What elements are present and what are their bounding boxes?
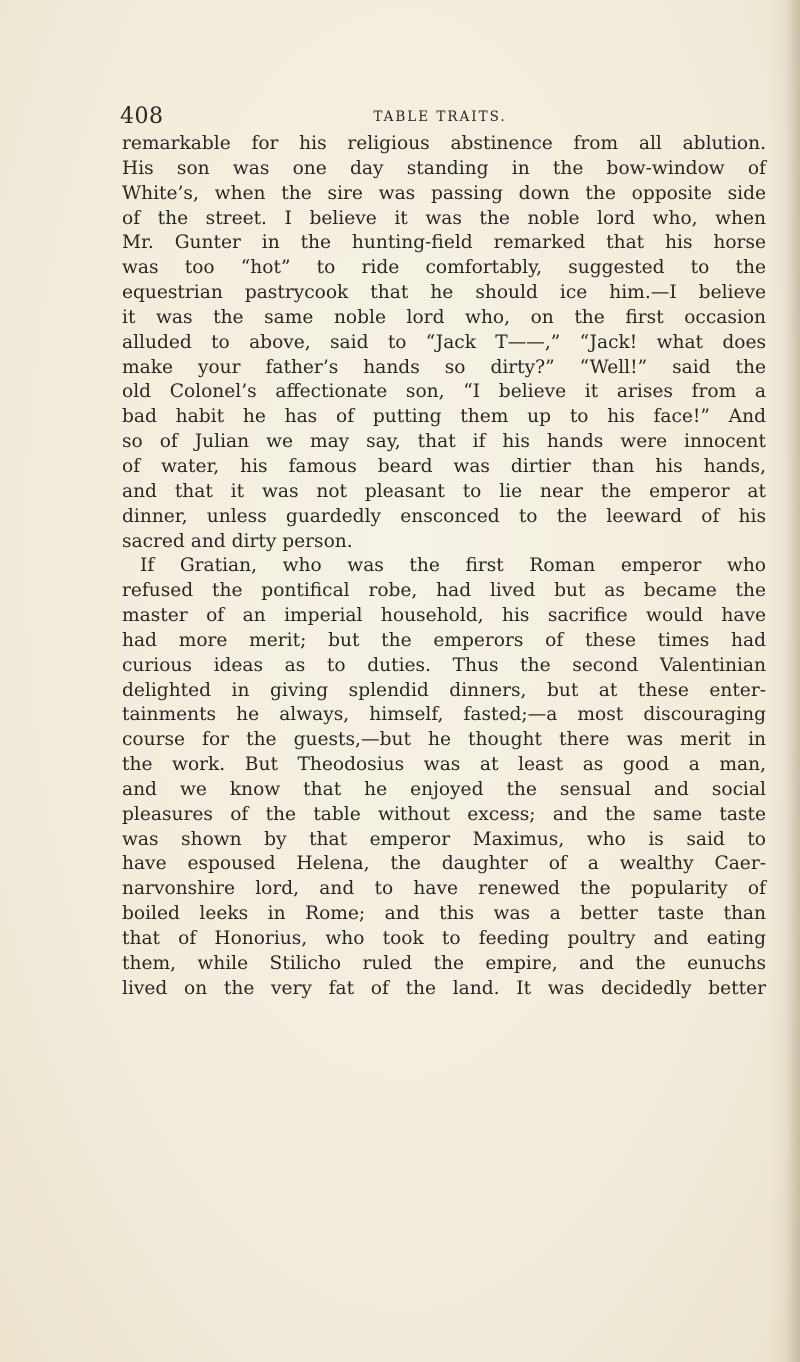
text-line: had more merit; but the emperors of these times had <box>122 629 766 651</box>
text-line: have espoused Helena, the daughter of a wealthy Caer- <box>122 853 766 875</box>
text-line: and we know that he enjoyed the sensual and social <box>122 778 766 800</box>
text-line: remarkable for his religious abstinence from all ablution. <box>122 133 766 154</box>
page-header <box>120 104 760 132</box>
body-text <box>122 132 766 1002</box>
text-line: delighted in giving splendid dinners, but at these enter- <box>122 679 766 701</box>
text-line: bad habit he has of putting them up to his face!” And <box>122 406 766 428</box>
text-line: the work. But Theodosius was at least as good a man, <box>122 754 766 776</box>
text-line: tainments he always, himself, fasted;—a most discouraging <box>122 704 766 726</box>
paragraph-start-line: If Gratian, who was the first Roman emperor who <box>140 555 766 577</box>
text-line: dinner, unless guardedly ensconced to the leeward of his <box>122 505 766 527</box>
text-line: of the street. I believe it was the noble lord who, when <box>122 207 766 229</box>
text-line: alluded to above, said to “Jack T——,” “Jack! what does <box>122 331 766 353</box>
text-line: of water, his famous beard was dirtier than his hands, <box>122 455 766 477</box>
text-line: narvonshire lord, and to have renewed the popularity of <box>122 878 766 900</box>
page-edge-shadow <box>786 0 800 1362</box>
paragraph-end-line: sacred and dirty person. <box>122 530 353 552</box>
text-line: refused the pontifical robe, had lived but as became the <box>122 580 766 602</box>
text-line: and that it was not pleasant to lie near the emperor at <box>122 480 766 502</box>
text-line: master of an imperial household, his sacrifice would have <box>122 605 766 627</box>
text-line: curious ideas as to duties. Thus the second Valentinian <box>122 654 766 676</box>
text-line: was shown by that emperor Maximus, who is said to <box>122 828 766 850</box>
text-line: His son was one day standing in the bow-window of <box>122 157 766 179</box>
text-line: boiled leeks in Rome; and this was a better taste than <box>122 903 766 925</box>
page-number: 408 <box>120 104 164 129</box>
text-line: course for the guests,—but he thought there was merit in <box>122 729 766 751</box>
text-line: make your father’s hands so dirty?” “Well!” said the <box>122 356 766 378</box>
text-line: lived on the very fat of the land. It was decidedly better <box>122 977 766 999</box>
text-line: old Colonel’s affectionate son, “I believe it arises from a <box>122 381 766 403</box>
text-line: White’s, when the sire was passing down the opposite side <box>122 182 766 204</box>
text-line: Mr. Gunter in the hunting-field remarked that his horse <box>122 232 766 254</box>
text-line: so of Julian we may say, that if his hands were innocent <box>122 431 766 453</box>
text-line: that of Honorius, who took to feeding poultry and eating <box>122 928 766 949</box>
text-line: it was the same noble lord who, on the first occasion <box>122 306 766 328</box>
text-line: them, while Stilicho ruled the empire, and the eunuchs <box>122 952 766 974</box>
text-line: was too “hot” to ride comfortably, suggested to the <box>122 257 766 279</box>
text-line: pleasures of the table without excess; and the same taste <box>122 803 766 825</box>
running-head: TABLE TRAITS. <box>373 109 507 125</box>
text-line: equestrian pastrycook that he should ice him.—I believe <box>122 282 766 304</box>
